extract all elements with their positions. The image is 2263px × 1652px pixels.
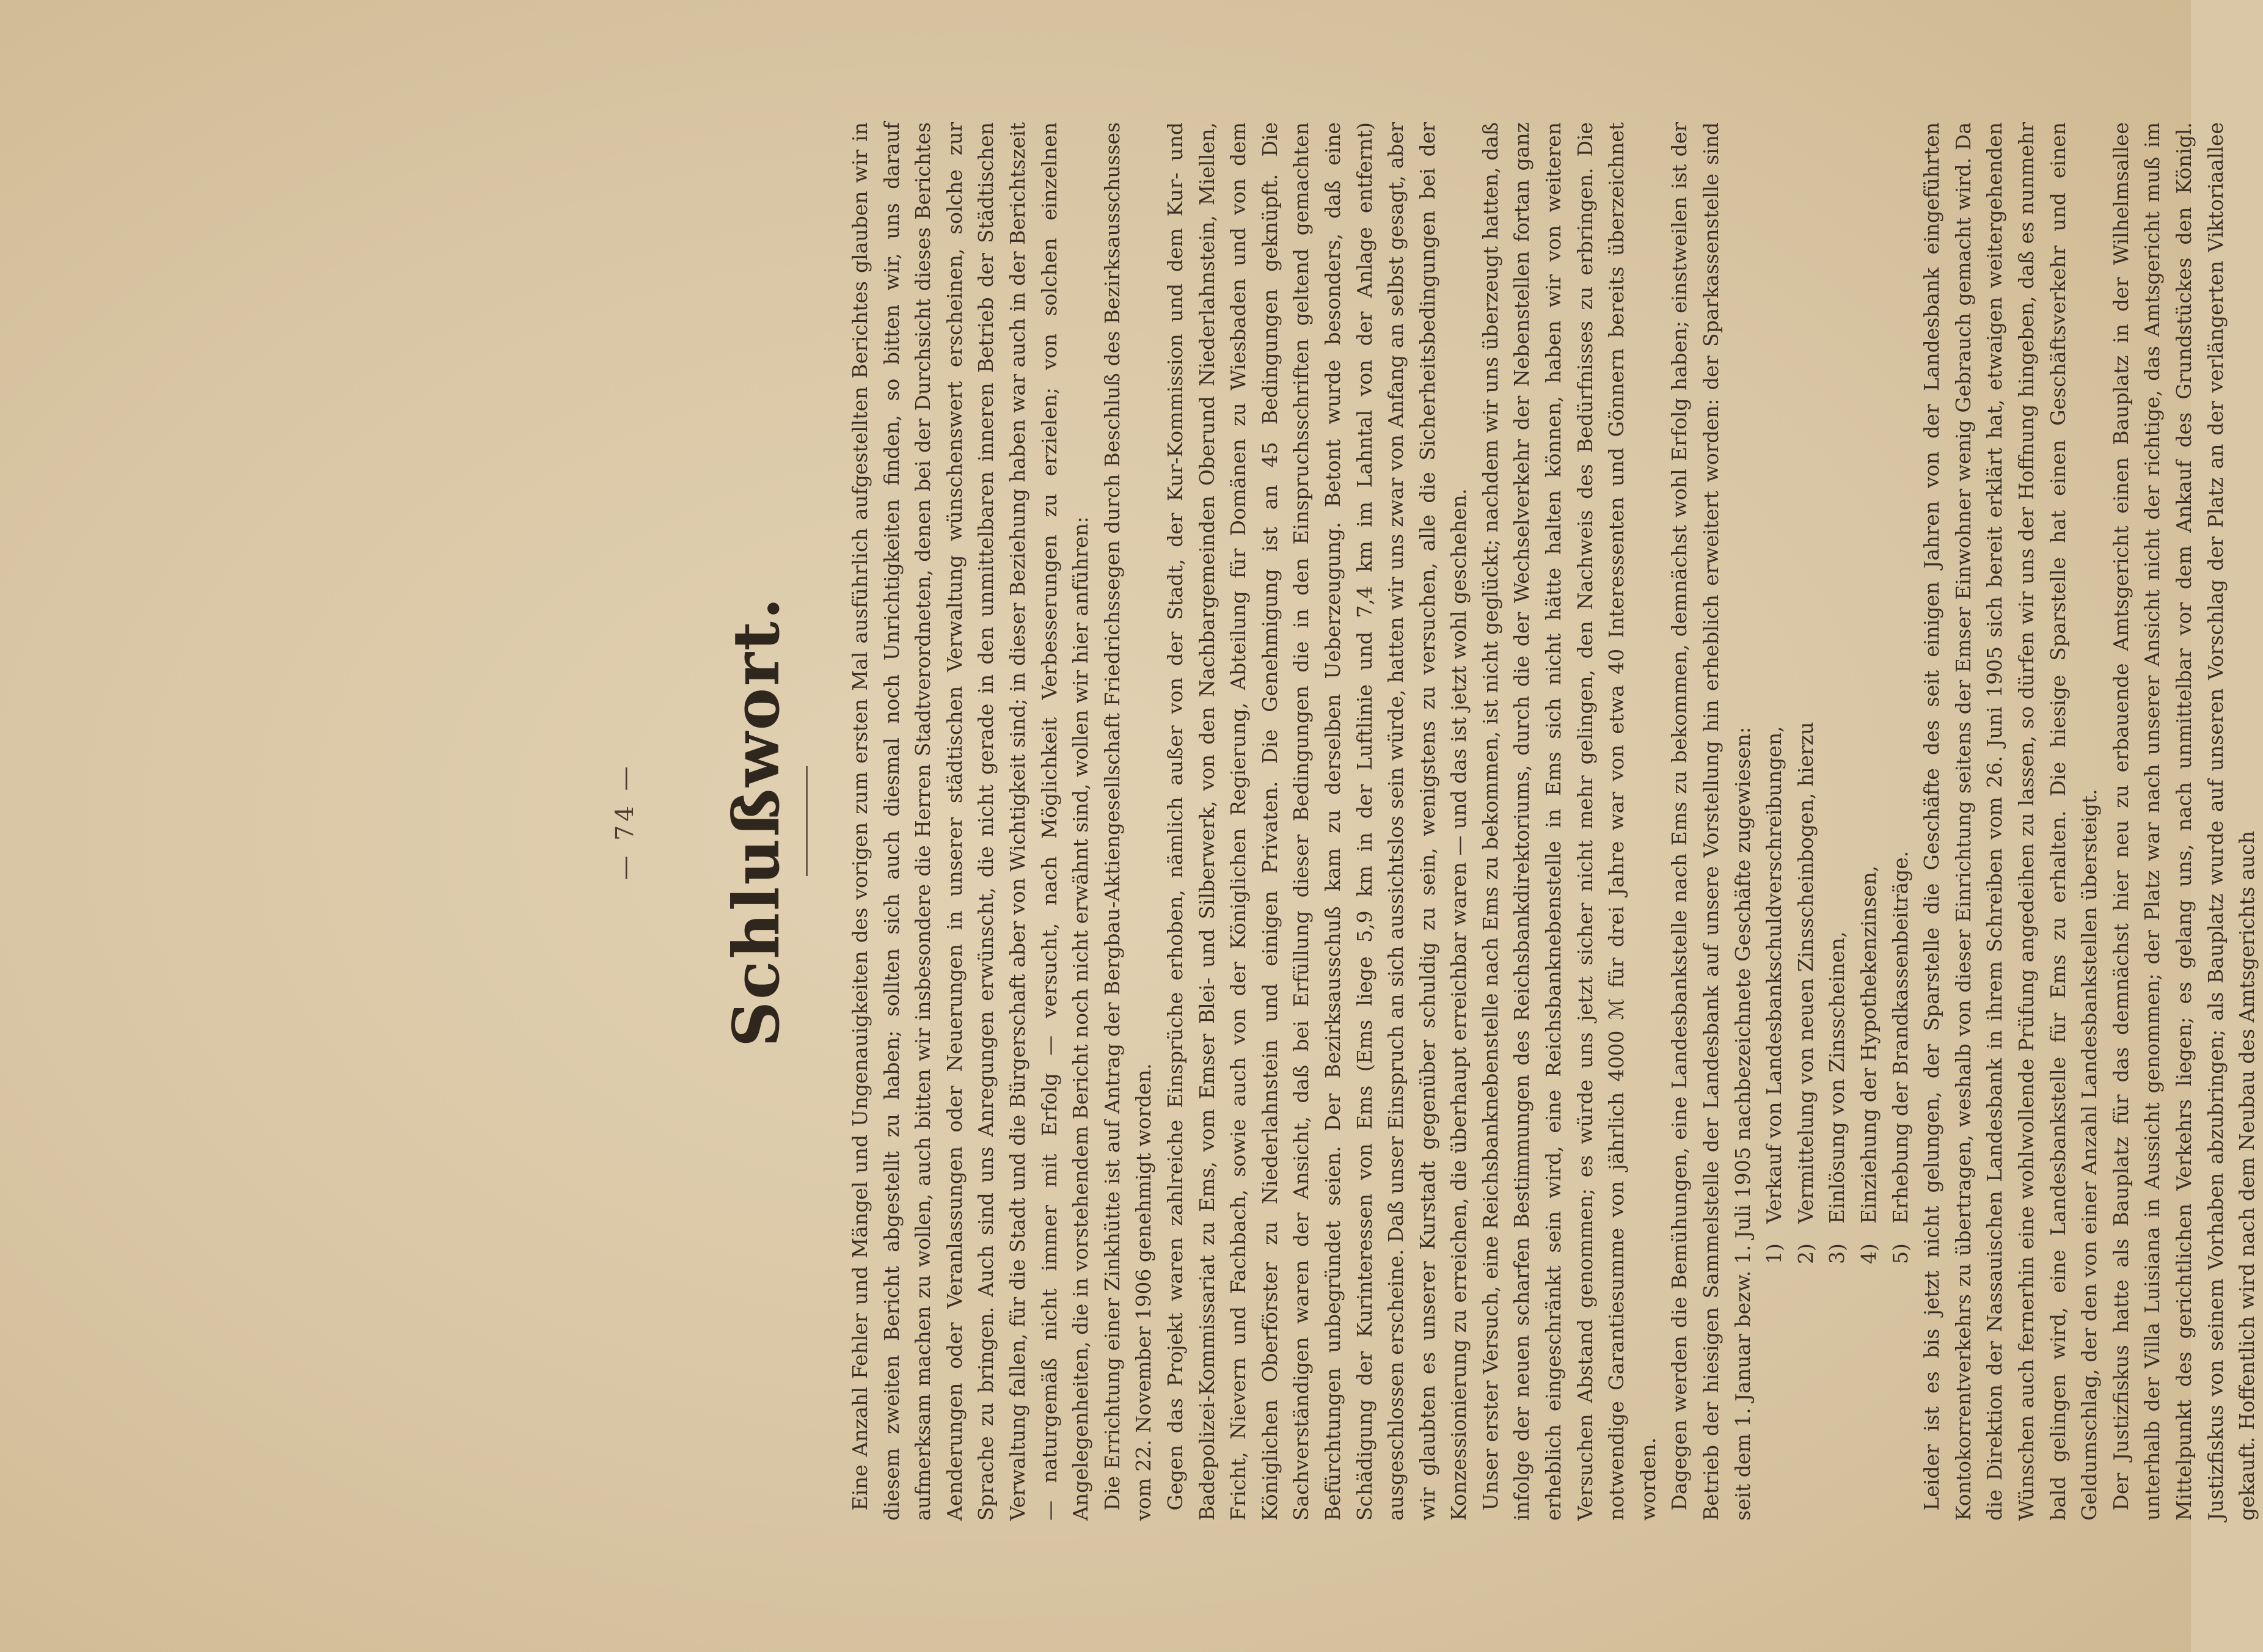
business-list: [1758, 122, 1916, 1521]
page-title: Schlußwort.: [718, 595, 794, 1048]
list-item: [1885, 122, 1917, 1264]
paragraph-einsprueche: Gegen das Projekt waren zahlreiche Einsprüche erhoben, nämlich außer von der Stadt, der Kur-Kommission und dem Kur- und Badepolizei-Kommissariat zu Ems, vom Emser Blei- und Silberwerk, von den Nachbargemeinden Oberund Niederlahnstein, Miellen, Fricht, Nievern und Fachbach, sowie auch von der Königlichen Regierung, Abteilung für Domänen zu Wiesbaden und von dem Königlichen Oberförster zu Niederlahnstein und einigen Privaten. Die Genehmigung ist an 45 Bedingungen geknüpft. Die Sachverständigen waren der Ansicht, daß bei Erfüllung dieser Bedingungen die in den Einspruchsschriften geltend gemachten Befürchtungen unbegründet seien. Der Bezirksausschuß kam zu derselben Ueberzeugung. Betont wurde besonders, daß eine Schädigung der Kurinteressen von Ems (Ems liege 5,9 km in der Luftlinie und 7,4 km im Lahntal von der Anlage entfernt) ausgeschlossen erscheine. Daß unser Einspruch an sich aussichtslos sein würde, hatten wir uns zwar von Anfang an selbst gesagt, aber wir glaubten es unserer Kurstadt gegenüber schuldig zu sein, wenigstens zu versuchen, alle die Sicherheitsbedingungen bei der Konzessionierung zu erreichen, die überhaupt erreichbar waren — und das ist jetzt wohl geschehen.: [1163, 122, 1471, 1521]
list-item-number: 2): [1793, 1243, 1818, 1264]
list-item-text: Verkauf von Landesbankschuldverschreibungen,: [1762, 726, 1786, 1224]
list-item-text: Erhebung der Brandkassenbeiträge.: [1888, 850, 1912, 1224]
paragraph-intro: Eine Anzahl Fehler und Mängel und Ungenauigkeiten des vorigen zum ersten Mal ausführlich aufgestellten Berichtes glauben wir in diesem zweiten Bericht abgestellt zu haben; sollten sich auch diesmal noch Unrichtigkeiten finden, so bitten wir, uns darauf aufmerksam machen zu wollen, auch bitten wir insbesondere die Herren Stadtverordneten, denen bei der Durchsicht dieses Berichtes Aenderungen oder Veranlassungen oder Neuerungen in unserer städtischen Verwaltung wünschenswert erscheinen, solche zur Sprache zu bringen. Auch sind uns Anregungen erwünscht, die nicht gerade in den unmittelbaren inneren Betrieb der Städtischen Verwaltung fallen, für die Stadt und die Bürgerschaft aber von Wichtigkeit sind; in dieser Beziehung haben war auch in der Berichtszeit — naturgemäß nicht immer mit Erfolg — versucht, nach Möglichkeit Verbesserungen zu erzielen; von solchen einzelnen Angelegenheiten, die in vorstehendem Bericht noch nicht erwähnt sind, wollen wir hier anführen:: [848, 122, 1093, 1521]
list-item-number: 4): [1857, 1243, 1881, 1264]
paragraph-landesbank: Dagegen werden die Bemühungen, eine Landesbankstelle nach Ems zu bekommen, demnächst wohl Erfolg haben; einstweilen ist der Betrieb der hiesigen Sammelstelle der Landesbank auf unsere Vorstellung hin erheblich erweitert worden: der Sparkassenstelle sind seit dem 1. Januar bezw. 1. Juli 1905 nachbezeichnete Geschäfte zugewiesen:: [1667, 122, 1755, 1521]
paragraph-reichsbank: Unser erster Versuch, eine Reichsbanknebenstelle nach Ems zu bekommen, ist nicht geglückt; nachdem wir uns überzeugt hatten, daß infolge der neuen scharfen Bestimmungen des Reichsbankdirektoriums, durch die der Wechselverkehr der Nebenstellen fortan ganz erheblich eingeschränkt sein wird, eine Reichsbanknebenstelle in Ems sich nicht hätte halten können, haben wir von weiteren Versuchen Abstand genommen; es würde uns jetzt sicher nicht mehr gelingen, den Nachweis des Bedürfnisses zu erbringen. Die notwendige Garantiesumme von jährlich 4000 ℳ für drei Jahre war von etwa 40 Interessenten und Gönnern bereits überzeichnet worden.: [1478, 122, 1660, 1521]
paragraph-amtsgericht: Der Justizfiskus hatte als Bauplatz für das demnächst hier neu zu erbauende Amtsgericht einen Bauplatz in der Wilhelmsallee unterhalb der Villa Luisiana in Aussicht genommen; der Platz war nach unserer Ansicht nicht der richtige, das Amtsgericht muß im Mittelpunkt des gerichtlichen Verkehrs liegen; es gelang uns, nach unmittelbar vor dem Ankauf des Grundstückes den Königl. Justizfiskus von seinem Vorhaben abzubringen; als Bauplatz wurde auf unseren Vorschlag der Platz an der verlängerten Viktoriaallee gekauft. Hoffentlich wird nach dem Neubau des Amtsgerichts auch: [2108, 122, 2259, 1521]
list-item: [1821, 122, 1853, 1264]
list-item: [1853, 122, 1885, 1264]
paragraph-sparstelle: Leider ist es bis jetzt nicht gelungen, der Sparstelle die Geschäfte des seit einigen Jahren von der Landesbank eingeführten Kontokorrentverkehrs zu übertragen, weshalb von dieser Einrichtung seitens der Emser Einwohner wenig Gebrauch gemacht wird. Da die Direktion der Nassauischen Landesbank in ihrem Schreiben vom 26. Juni 1905 sich bereit erklärt hat, etwaigen weitergehenden Wünschen auch fernerhin eine wohlwollende Prüfung angedeihen zu lassen, so dürfen wir uns der Hoffnung hingeben, daß es nunmehr bald gelingen wird, eine Landesbankstelle für Ems zu erhalten. Die hiesige Sparstelle hat einen Geschäftsverkehr und einen Geldumschlag, der den von einer Anzahl Landesbankstellen übersteigt.: [1920, 122, 2102, 1521]
list-item-number: 3): [1825, 1243, 1849, 1264]
list-item: [1790, 122, 1822, 1264]
list-item-number: 1): [1762, 1243, 1786, 1264]
title-divider: [806, 767, 808, 877]
list-item-text: Einziehung der Hypothekenzinsen,: [1857, 865, 1881, 1224]
paragraph-zinkhuette: Die Errichtung einer Zinkhütte ist auf Antrag der Bergbau-Aktiengesellschaft Friedrichssegen durch Beschluß des Bezirksausschusses vom 22. November 1906 genehmigt worden.: [1100, 122, 1156, 1521]
page-number: — 74 —: [611, 762, 639, 880]
list-item-number: 5): [1888, 1243, 1912, 1264]
list-item-text: Einlösung von Zinsscheinen,: [1825, 931, 1849, 1224]
list-item-text: Vermittelung von neuen Zinsscheinbogen, hierzu: [1793, 722, 1818, 1224]
list-item: [1758, 122, 1790, 1264]
